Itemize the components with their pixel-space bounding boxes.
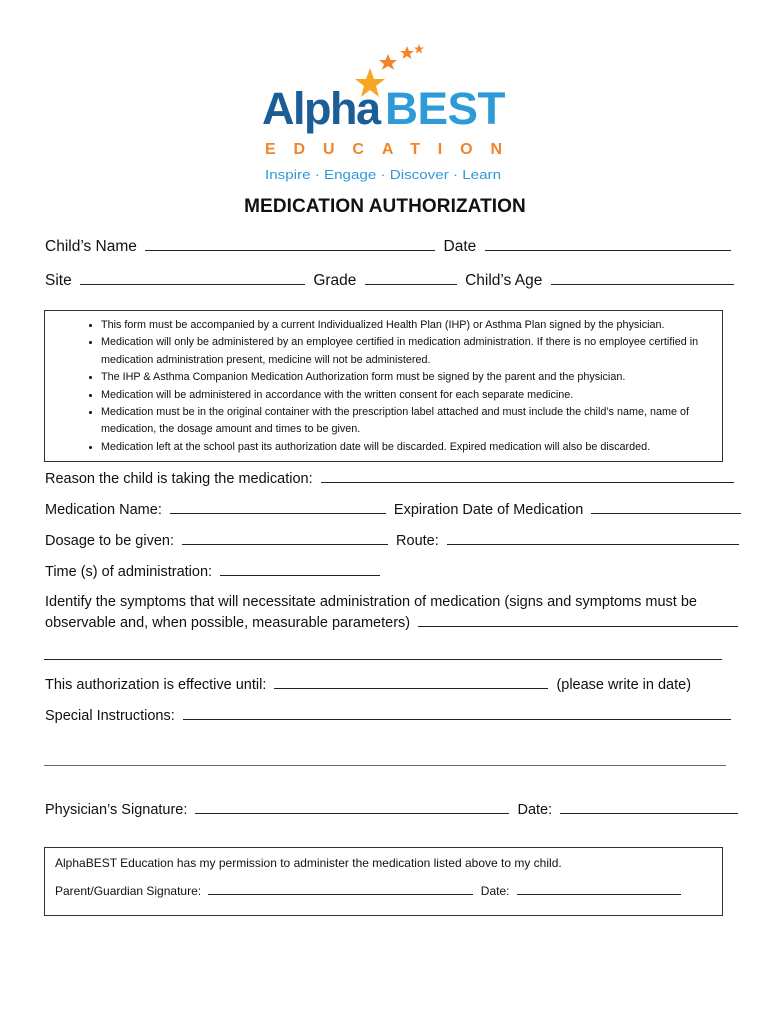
reason-label: Reason the child is taking the medication: [45, 471, 313, 487]
times-field[interactable] [220, 562, 380, 576]
medication-name-label: Medication Name: [45, 502, 162, 518]
physician-signature-label: Physician’s Signature: [45, 802, 188, 818]
guardian-consent-box [44, 847, 723, 916]
effective-note: (please write in date) [556, 677, 692, 693]
rules-box [44, 310, 723, 462]
date-field[interactable] [485, 237, 731, 251]
guardian-date-label: Date: [480, 884, 510, 898]
times-label: Time (s) of administration: [45, 564, 213, 580]
route-label: Route: [396, 533, 439, 549]
logo-graphic [262, 44, 512, 184]
site-label: Site [45, 272, 72, 289]
row-site [45, 271, 734, 290]
symptoms-line-1: Identify the symptoms that will necessitate administration of medication (signs and symptoms must be [45, 594, 697, 610]
row-reason [45, 469, 734, 488]
childs-name-field[interactable] [145, 237, 435, 251]
star-icon [400, 46, 414, 59]
special-instructions-label: Special Instructions: [45, 708, 175, 724]
site-field[interactable] [80, 271, 305, 285]
row-medication [45, 500, 741, 519]
childs-age-label: Child’s Age [465, 272, 543, 289]
rule-item: • Medication left at the school past its authorization date will be discarded. Expired medication will also be discarded. [101, 439, 706, 456]
effective-label: This authorization is effective until: [45, 677, 267, 693]
rule-item: • Medication must be in the original container with the prescription label attached and must include the child’s name, name of medication, the dosage amount and times to be given. [101, 404, 706, 439]
row-effective [45, 675, 691, 694]
star-icon [379, 54, 397, 70]
brand-alpha: Alpha [262, 83, 380, 134]
rules-list [45, 311, 722, 456]
row-special [45, 706, 731, 725]
symptoms-line-2: observable and, when possible, measurable parameters) [45, 615, 411, 631]
guardian-date-field[interactable] [517, 883, 681, 895]
alphabest-logo [262, 44, 512, 184]
row-child-name [45, 237, 731, 256]
row-guardian [55, 883, 681, 898]
guardian-signature-field[interactable] [208, 883, 473, 895]
physician-date-label: Date: [517, 802, 553, 818]
star-icon [414, 44, 424, 54]
rule-item: • The IHP & Asthma Companion Medication Authorization form must be signed by the parent and the physician. [101, 369, 706, 386]
symptoms-extra-line[interactable] [44, 659, 722, 660]
medication-name-field[interactable] [170, 500, 386, 514]
row-physician [45, 800, 738, 819]
rule-item: • Medication will be administered in accordance with the written consent for each separate medicine. [101, 387, 706, 404]
brand-best: BEST [385, 83, 506, 134]
grade-label: Grade [313, 272, 357, 289]
effective-field[interactable] [274, 675, 548, 689]
form-title: MEDICATION AUTHORIZATION [244, 196, 526, 217]
rule-item: • Medication will only be administered by an employee certified in medication administration. If there is no employee certified in medication administration present, medicine will not be administered. [101, 334, 706, 369]
symptoms-field[interactable] [418, 613, 738, 627]
route-field[interactable] [447, 531, 739, 545]
childs-name-label: Child’s Name [45, 238, 137, 255]
dosage-field[interactable] [182, 531, 388, 545]
physician-signature-field[interactable] [195, 800, 509, 814]
brand-tagline: Inspire · Engage · Discover · Learn [265, 167, 501, 182]
row-symptoms [45, 613, 738, 632]
dosage-label: Dosage to be given: [45, 533, 174, 549]
brand-education: EDUCATION [265, 141, 502, 158]
grade-field[interactable] [365, 271, 457, 285]
guardian-signature-label: Parent/Guardian Signature: [55, 884, 202, 898]
expiration-field[interactable] [591, 500, 741, 514]
permission-text: AlphaBEST Education has my permission to administer the medication listed above to my child. [55, 856, 562, 870]
childs-age-field[interactable] [551, 271, 734, 285]
date-label: Date [443, 238, 477, 255]
divider [44, 765, 726, 766]
reason-field[interactable] [321, 469, 734, 483]
row-dosage [45, 531, 739, 550]
expiration-label: Expiration Date of Medication [393, 502, 584, 518]
row-times [45, 562, 380, 581]
special-instructions-field[interactable] [183, 706, 731, 720]
rule-item: • This form must be accompanied by a current Individualized Health Plan (IHP) or Asthma Plan signed by the physician. [101, 317, 706, 334]
physician-date-field[interactable] [560, 800, 738, 814]
